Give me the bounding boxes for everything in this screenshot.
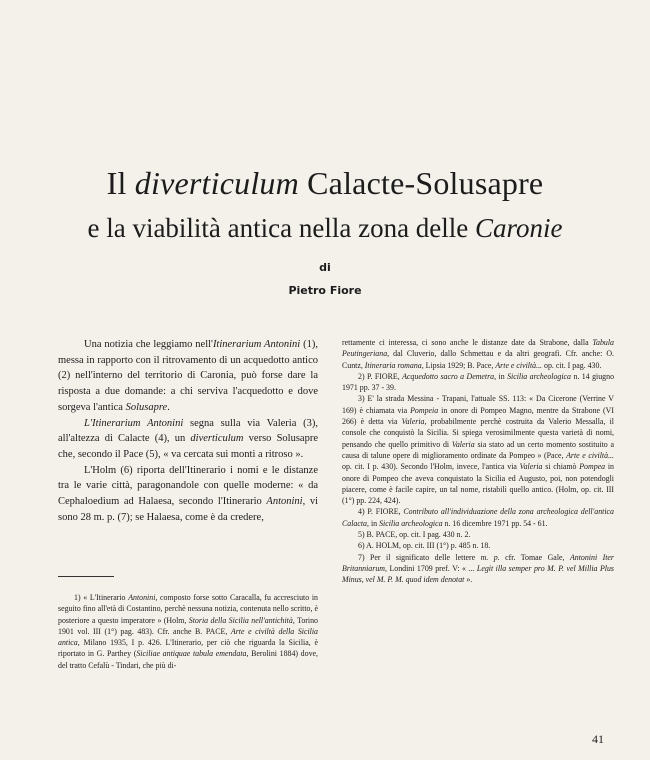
footnote-4: 4) P. FIORE, Contributo all'individuazione della zona archeologica dell'antica Calacta, in Sicilia archeologica n. 16 dicembre 1971 pp. 54 - 61.: [342, 507, 614, 528]
article-title-line-2: e la viabilità antica nella zona delle Caronie: [87, 213, 563, 243]
title-italic-caronie: Caronie: [475, 213, 563, 243]
page-number: 41: [592, 732, 604, 746]
footnote-1: 1) « L'Itinerario Antonini, composto forse sotto Caracalla, fu accresciuto in seguito fino all'età di Costantino, perchè nessuna notizia, contenuta nello scritto, è posteriore a questo imperatore » (Holm, Storia della Sicilia nell'antichità, Torino 1901 vol. III (1°) pag. 483). Cfr. anche B. PACE, Arte e civiltà della Sicilia antica, Milano 1935, I p. 426. L'Itinerario, per ciò che riguarda la Sicilia, è riportato in G. Parthey (Siciliae antiquae tabula emendata, Berolini 1884) dove, del tratto Cefalù - Tindari, che più di-: [58, 593, 318, 670]
paragraph-3: L'Holm (6) riporta dell'Itinerario i nomi e le distanze tra le varie città, paragonandole con quelle moderne: « da Cephaloedium ad Halaesa, secondo l'Itinerario Antonini, vi sono 28 m. p. (7); se Halaesa, come è da credere,: [58, 464, 318, 523]
article-title-line-1: Il diverticulum Calacte-Solusapre: [106, 165, 544, 201]
paragraph-1: Una notizia che leggiamo nell'Itinerarium Antonini (1), messa in rapporto con il ritrovamento di un acquedotto antico (2) nell'interno del territorio di Caronia, può forse dare la risposta a due domande: a chi serviva l'acquedotto e dove sorgeva l'antica Solusapre.: [58, 339, 318, 413]
author-name: Pietro Fiore: [288, 284, 362, 297]
footnotes-right-column: [342, 337, 614, 586]
footnote-1-continued: rettamente ci interessa, ci sono anche le distanze date da Strabone, dalla Tabula Peutingeriana, dal Cluverio, dallo Schmettau e da altri geografi. Cfr. anche: O. Cuntz, Itineraria romana, Lipsia 1929; B. Pace, Arte e civiltà... op. cit. I pag. 430.: [342, 338, 614, 370]
footnote-5: 5) B. PACE, op. cit. I pag. 430 n. 2.: [358, 530, 471, 540]
footnotes-left-column: [58, 592, 318, 671]
footnote-2: 2) P. FIORE, Acquedotto sacro a Demetra, in Sicilia archeologica n. 14 giugno 1971 pp. 37 - 39.: [342, 371, 615, 393]
left-column-body: [58, 337, 318, 525]
footnote-3: 3) E' la strada Messina - Trapani, l'attuale SS. 113: « Da Cicerone (Verrine V 169) è chiamata via Pompeia in onore di Pompeo Magno, mentre da Strabone (VI 266) è detta via Valeria, probabilmente perchè costruita da Valerio Messalla, il console che conquistò la Sicilia. Si spiega verosimilmente questa varietà di nomi, pensando che quello primitivo di Valeria sia stato ad un certo momento sostituito a causa di talune opere di miglioramento ordinate da Pompeo » (Pace, Arte e civiltà... op. cit. I p. 430). Secondo l'Holm, invece, l'antica via Valeria si chiamò Pompea in onore di Pompeo che aveva conquistato la Sicilia ed Augusto, poi, non potendogli piacere, come è facile capire, un tal nome, ristabilì quello antico. (Holm, op. cit. III (1°) pp. 224, 424).: [342, 394, 614, 506]
footnote-6: 6) A. HOLM, op. cit. III (1°) p. 485 n. 18.: [358, 541, 491, 551]
footnote-separator: [58, 576, 114, 577]
footnote-7: 7) Per il significato delle lettere m. p. cfr. Tomae Gale, Antonini Iter Britanniarum, Londini 1709 pref. V: « ... Legit illa semper pro M. P. vel Millia Plus Minus, vel M. P. M. quod idem denotat ».: [342, 552, 614, 585]
title-italic-diverticulum: diverticulum: [134, 165, 299, 201]
byline-di: di: [319, 261, 331, 274]
paragraph-2: L'Itinerarium Antonini segna sulla via Valeria (3), all'altezza di Calacte (4), un diverticulum verso Solusapre che, secondo il Pace (5), « va cercata sui monti a ritroso ».: [58, 417, 319, 460]
